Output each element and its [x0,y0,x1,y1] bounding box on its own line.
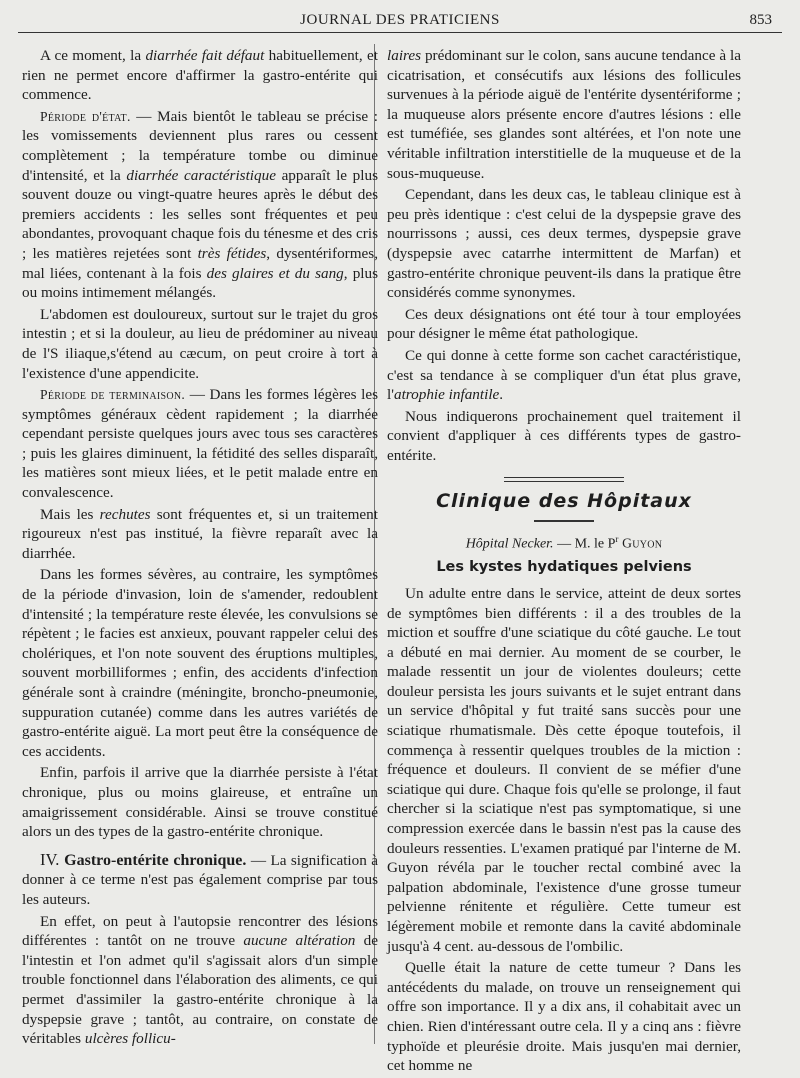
paragraph: Ces deux désignations ont été tour à tour employées pour désigner le même état pathologique. [387,305,741,343]
journal-title: JOURNAL DES PRATICIENS [300,12,500,28]
hospital-line: Hôpital Necker. — M. le $P^r$ Guyon [465,534,663,552]
running-header [18,10,782,33]
paragraph: Dans les formes sévères, au contraire, les symptômes de la période d'invasion, loin de s'amender, redoublent d'intensité ; la température reste élevée, les convulsions se répètent ; le facies est anxieux, pouvant rappeler celui des cholériques, et l'on note souvent des éruptions multiples, souvent morbilliformes ; enfin, des accidents d'infection générale sont à craindre (méningite, broncho-pneumonie, suppuration cutanée) comme dans les autres variétés de gastro-entérite aiguë. La mort peut être la conséquence de ces accidents. [22,566,378,760]
section-paragraph: IV. Gastro-entérite chronique. — La signification à donner à ce terme n'est pas également comprise par tous les auteurs. [22,849,378,908]
section-title: Gastro-entérite chronique. [64,851,247,869]
paragraph: L'abdomen est douloureux, surtout sur le trajet du gros intestin ; et si la douleur, au lieu de prédominer au niveau de l'S iliaque,s'étend au cæcum, on peut croire à tort à l'existence d'une appendicite. [22,305,378,382]
paragraph: Période de terminaison. — Dans les formes légères les symptômes généraux cèdent rapidement ; la diarrhée cependant persiste quelques jours avec tous ses caractères ; puis les glaires diminuent, la fétidité des selles disparaît, les matières sont mieux liées, et le petit malade entre en convalescence. [22,386,378,502]
article-title: Les kystes hydatiques pelviens [436,559,692,576]
left-column [22,46,378,1051]
paragraph: Quelle était la nature de cette tumeur ? Dans les antécédents du malade, on trouve un renseignement qui offre son importance. Il y a dix ans, il cohabitait avec un chien. Rien d'intéressant outre cela. Il y a cinq ans : fièvre typhoïde et pleurésie droite. Mais jusqu'en mai dernier, cet homme ne [387,959,741,1075]
page-number: 853 [749,12,772,28]
short-rule [534,520,594,522]
paragraph: A ce moment, la diarrhée fait défaut habituellement, et rien ne permet encore d'affirmer la gastro-entérite qui commence. [22,47,378,104]
paragraph: Nous indiquerons prochainement quel traitement il convient d'appliquer à ces différents types de gastro-entérite. [387,407,741,464]
paragraph: Un adulte entre dans le service, atteint de deux sortes de symptômes bien différents : il a des troubles de la miction et souffre d'une sciatique du côté gauche. Le tout a débuté en mai dernier. Au moment de se courber, le malade ressentit un jour de violentes douleurs; cette douleur persista les jours suivants et le sujet entrant dans un service d'hôpital y fut traité sans succès pour une sciatique rhumatismale. Dès cette époque toutefois, il commença à ressentir quelques troubles de la miction : fréquence et douleurs. Il convient de se méfier d'une sciatique qui dure. Chaque fois qu'elle se prolonge, il faut chercher si la sciatique n'est pas symptomatique, si une compression exercée dans le bassin n'est pas la cause des douleurs ressenties. L'examen pratiqué par l'interne de M. Guyon révéla par le toucher rectal combiné avec la palpation abdominale, l'existence d'une grosse tumeur pelvienne rénitente et régulière. Cette tumeur est légèrement mobile et remonte dans la cavité abdominale jusqu'à 4 cent. au-dessous de l'ombilic. [387,584,741,955]
paragraph: Période d'état. — Mais bientôt le tableau se précise : les vomissements deviennent plus rares ou cessent complètement ; la température tombe ou diminue d'intensité, et la diarrhée caractéristique apparaît le plus souvent douze ou vingt-quatre heures après le début des premiers accidents : les selles sont fréquentes et peu abondantes, provoquant chaque fois du ténesme et des cris ; les matières rejetées sont très fétides, dysentériformes, mal liées, contenant à la fois des glaires et du sang, plus ou moins intimement mélangés. [22,107,379,302]
period-label: Période de terminaison. [40,387,186,403]
paragraph: laires prédominant sur le colon, sans aucune tendance à la cicatrisation, et consécutifs aux lésions des follicules survenues à la période aiguë de l'entérite dysentériforme ; la muqueuse alors présente encore d'autres lésions : elle est tuméfiée, ses glandes sont altérées, et l'on note une véritable infiltration interstitielle de la muqueuse et de la sous-muqueuse. [387,47,741,182]
paragraph: Enfin, parfois il arrive que la diarrhée persiste à l'état chronique, plus ou moins glaireuse, et entraîne un amaigrissement considérable. Ainsi se trouve constitué alors un des types de la gastro-entérite chronique. [22,764,378,841]
paragraph: Cependant, dans les deux cas, le tableau clinique est à peu près identique : c'est celui de la dyspepsie grave des nourrissons ; aussi, ces deux termes, dyspepsie grave (dyspepsie avec catarrhe intermittent de Marfan) et gastro-entérite chronique peuvent-ils dans la pratique être considérés comme synonymes. [387,186,741,302]
section-heading: Clinique des Hôpitaux [436,490,692,513]
paragraph: En effet, on peut à l'autopsie rencontrer des lésions différentes : tantôt on ne trouve aucune altération de l'intestin et l'on admet qu'il s'agissait alors d'un simple trouble fonctionnel dans l'élaboration des aliments, ce qui permet d'assimiler la gastro-entérite chronique à la dyspepsie grave ; tantôt, au contraire, on constate de véritables ulcères follicu- [22,912,378,1048]
period-label: Période d'état. [40,108,131,124]
double-rule [504,477,624,482]
paragraph: Mais les rechutes sont fréquentes et, si un traitement rigoureux n'est pas institué, la fièvre reparaît avec la diarrhée. [22,505,378,562]
section-heading-block [387,477,741,522]
paragraph: Ce qui donne à cette forme son cachet caractéristique, c'est sa tendance à se compliquer d'un état plus grave, l'atrophie infantile. [387,346,741,404]
right-column [387,46,741,1078]
section-number: IV. [40,849,65,869]
